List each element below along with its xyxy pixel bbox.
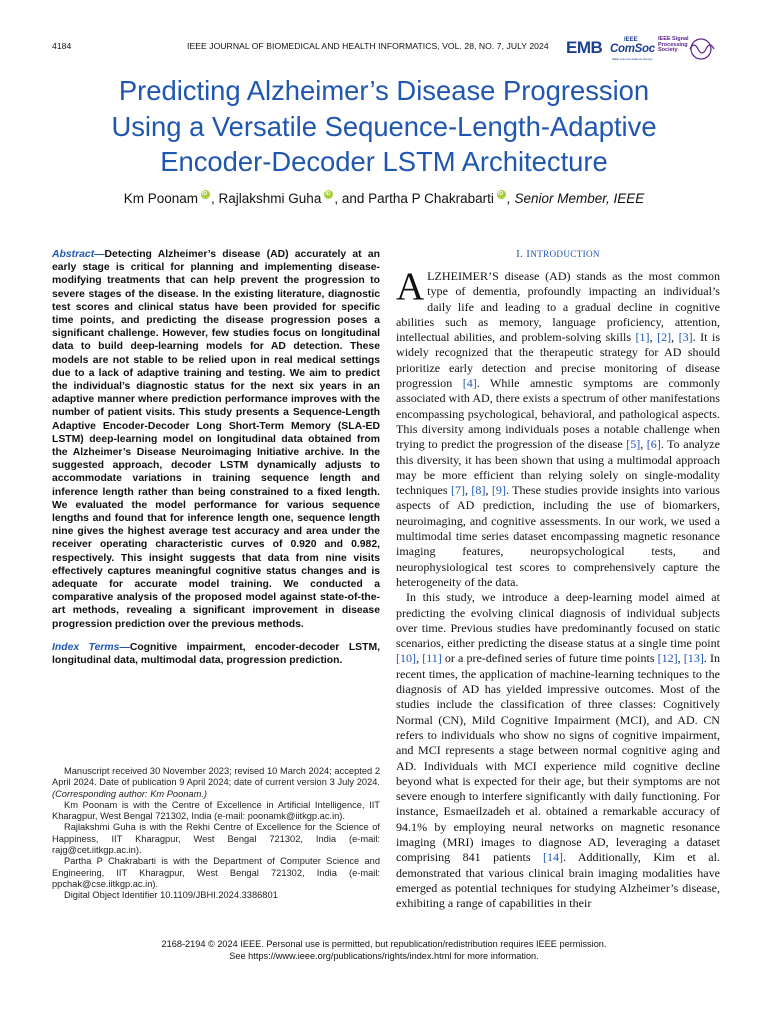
author-list [40, 190, 728, 206]
intro-paragraph-2 [396, 590, 720, 911]
right-column [396, 248, 720, 911]
text-run: . Additionally, Kim et al. demonstrated that various clinical brain imaging modalities have emerged as potential techniques for studying Alzheimer’s disease, exhibiting a range of capabilities in their [396, 850, 720, 911]
footnotes [52, 766, 380, 902]
orcid-icon[interactable] [497, 190, 506, 199]
citation-link[interactable]: [12] [657, 651, 678, 666]
left-column [52, 248, 380, 667]
citation-link[interactable]: [6] [646, 437, 661, 452]
copyright-line: 2168-2194 © 2024 IEEE. Personal use is permitted, but republication/redistribution requires IEEE permission. [161, 939, 607, 949]
section-title-initial: I [526, 248, 531, 260]
text-run: . In recent times, the application of machine-learning techniques to the diagnosis of AD has yielded impressive outcomes. Most of the studies include the classification of three classes: Cognitively Normal (CN), Mild Cognitive Impairment (MCI), and AD. CN refers to individuals who show no signs of cognitive impairment, and MCI represents a stage between normal cognitive aging and AD. Individuals with MCI experience mild cognitive decline beyond what is expected for their age, but their symptoms are not severe enough to interfere significantly with daily functioning. For instance, Esmaeilzadeh et al. obtained a remarkable accuracy of 94.1% by employing neural networks on magnetic resonance imaging (MRI) images to diagnose AD, leveraging a dataset comprising 841 patients [396, 651, 720, 865]
text-run: , [671, 330, 679, 345]
doi: Digital Object Identifier 10.1109/JBHI.2024.3386801 [64, 890, 278, 901]
society-logos [566, 36, 724, 66]
text-run: , [640, 437, 647, 452]
text-run: , [464, 483, 472, 498]
text-run: . These studies provide insights into various aspects of AD prediction, including the use of biomarkers, neuroimaging, and cognitive assessments. In our work, we used a multimodal time series dataset encompassing magnetic resonance imaging features, neuropsychological tests, and neurophysiological test scores to comprehensively capture the heterogeneity of the data. [396, 483, 720, 589]
abstract-dash: — [94, 249, 105, 260]
index-terms-dash: — [119, 641, 130, 653]
section-heading [396, 248, 720, 260]
index-terms-text: Cognitive impairment, encoder-decoder LSTM, longitudinal data, multimodal data, progression prediction. [52, 641, 380, 667]
text-run: In this study, we introduce a deep-learning model aimed at predicting the evolving clinical diagnosis of individual subjects over time. Previous studies have predominantly focused on static scenarios, either predicting the disease status at a single time point [396, 590, 720, 651]
text-run: . It is widely recognized that the therapeutic strategy for AD should prioritize early detection and precise monitoring of disease progression [396, 330, 721, 391]
affiliation-poonam: Km Poonam is with the Centre of Excellence in Artificial Intelligence, IIT Kharagpur, West Bengal 721302, India (e-mail: poonamk@iitkgp.ac.in). [52, 799, 380, 822]
text-run: . To analyze this diversity, it has been shown that using a multimodal approach may be more efficient than relying solely on single-modality techniques [396, 437, 720, 498]
citation-link[interactable]: [2] [657, 330, 672, 345]
orcid-icon[interactable] [201, 190, 210, 199]
rights-url-line: See https://www.ieee.org/publications/rights/index.html for more information. [229, 950, 539, 961]
index-terms-label: Index Terms [52, 641, 120, 653]
comsoc-logo-top: IEEE [624, 37, 638, 43]
citation-link[interactable]: [4] [462, 376, 477, 391]
copyright-notice [40, 939, 728, 962]
citation-link[interactable]: [5] [626, 437, 641, 452]
orcid-icon[interactable] [324, 190, 333, 199]
title-line: Encoder-Decoder LSTM Architecture [160, 146, 608, 177]
title-line: Using a Versatile Sequence-Length-Adaptive [111, 110, 657, 142]
author-name: , and Partha P Chakrabarti [334, 191, 494, 206]
abstract-label: Abstract [52, 249, 95, 260]
citation-link[interactable]: [3] [678, 330, 693, 345]
manuscript-note [52, 766, 380, 800]
comsoc-logo-name: ComSoc [610, 43, 655, 55]
abstract-text: Detecting Alzheimer’s disease (AD) accurately at an early stage is critical for planning and implementing disease-modifying treatments that can help prevent the progression to severe stages of the disease. In the existing literature, diagnostic test scores and clinical status have been provided for specific time points, and predicting the disease progression poses a significant challenge. However, few studies focus on longitudinal data to build deep-learning models for AD detection. These models are not stable to be relied upon in real medical settings due to a lack of adaptive training and testing. We aim to predict the individual’s diagnostic status for the next six years in an adaptive manner where prediction performance improves with the number of patient visits. This study presents a Sequence-Length Adaptive Encoder-Decoder Long Short-Term Memory (SLA-ED LSTM) deep-learning model on longitudinal data obtained from the Alzheimer’s Disease Neuroimaging Initiative archive. In the suggested approach, decoder LSTM dynamically adjusts to accommodate variations in training sequence length and inference length rather than being constrained to a fixed length. We evaluated the model performance for various sequence lengths and found that for inference length one, sequence length nine gives the highest average test accuracy and area under the receiver operating characteristic curves of 0.920 and 0.982, respectively. This insight suggests that data from nine visits effectively captures meaningful cognitive status changes and is adequate for accurate model training. We conducted a comparative analysis of the proposed model against state-of-the-art methods, revealing a significant improvement in disease progression prediction over the previous methods. [52, 249, 380, 630]
text-run: LZHEIMER’S disease (AD) stands as the most common type of dementia, profoundly impacting an individual’s daily life and leading to a gradual decline in cognitive abilities such as memory, language proficiency, attention, intellectual abilities, and problem-solving skills [396, 269, 720, 345]
text-run: or a pre-defined series of future time points [441, 651, 658, 666]
citation-link[interactable]: [7] [450, 483, 465, 498]
abstract [52, 248, 380, 631]
affiliation-guha: Rajlakshmi Guha is with the Rekhi Centre of Excellence for the Science of Happiness, IIT Kharagpur, West Bengal 721302, India (e-mail: rajg@cet.iitkgp.ac.in). [52, 822, 380, 856]
manuscript-dates: Manuscript received 30 November 2023; revised 10 March 2024; accepted 2 April 2024. Date of publication 9 April 2024; date of current version 3 July 2024. [52, 766, 380, 788]
citation-link[interactable]: [11] [422, 651, 442, 666]
emb-logo: EMB [566, 38, 603, 57]
journal-name: IEEE JOURNAL OF BIOMEDICAL AND HEALTH INFORMATICS, VOL. 28, NO. 7, JULY 2024 [187, 41, 549, 51]
citation-link[interactable]: [1] [635, 330, 650, 345]
intro-paragraph-1 [396, 265, 721, 590]
signal-processing-society-logo [658, 36, 724, 66]
comsoc-logo [610, 37, 656, 63]
text-run: , [416, 651, 423, 666]
author-membership: , Senior Member, IEEE [506, 191, 645, 206]
sps-logo-text: IEEE Signal Processing Society [658, 36, 689, 53]
corresponding-author: (Corresponding author: Km Poonam.) [52, 788, 208, 799]
author-name: , Rajlakshmi Guha [211, 191, 322, 206]
title-line: Predicting Alzheimer’s Disease Progression [118, 75, 650, 106]
index-terms [52, 641, 380, 667]
citation-link[interactable]: [9] [491, 483, 506, 498]
section-numeral: I. [516, 248, 527, 260]
comsoc-logo-sub: IEEE Communications Society [612, 57, 653, 61]
text-run: , [485, 483, 492, 498]
drop-cap: A [396, 265, 425, 308]
section-title-rest: NTRODUCTION [530, 249, 600, 259]
paper-title [40, 73, 728, 180]
citation-link[interactable]: [14] [542, 850, 564, 865]
citation-link[interactable]: [10] [396, 651, 417, 666]
sps-wave-icon [686, 37, 716, 61]
page-number: 4184 [52, 41, 72, 51]
text-run: , [677, 651, 684, 666]
text-run: . While amnestic symptoms are commonly associated with AD, there exists a spectrum of other manifestations encompassing psychological, behavioral, and pathological aspects. This diversity among individuals poses a notable challenge when trying to predict the progression of the disease [396, 376, 720, 452]
author-name: Km Poonam [123, 191, 199, 206]
text-run: , [649, 330, 658, 345]
citation-link[interactable]: [8] [471, 483, 486, 498]
affiliation-chakrabarti: Partha P Chakrabarti is with the Department of Computer Science and Engineering, IIT Kharagpur, West Bengal 721302, India (e-mail: ppchak@cse.iitkgp.ac.in). [52, 856, 380, 889]
citation-link[interactable]: [13] [683, 651, 704, 666]
